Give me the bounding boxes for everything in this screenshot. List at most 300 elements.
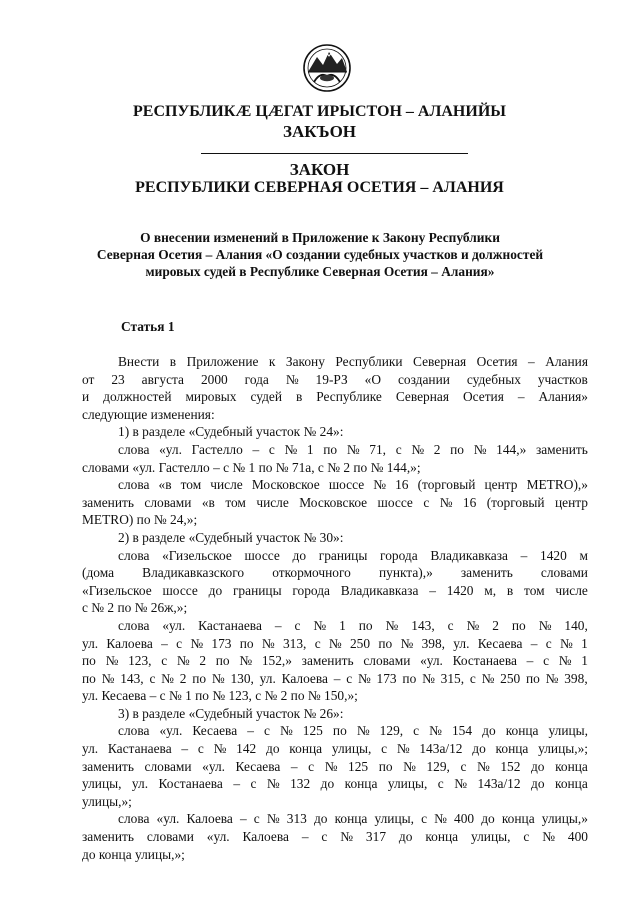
body-line <box>82 388 588 406</box>
body-word: № <box>400 635 414 651</box>
body-word: заменить <box>535 441 588 457</box>
body-word: шоссе <box>328 477 365 493</box>
body-line <box>82 494 588 512</box>
body-word: 313, <box>282 635 307 651</box>
body-word: ул. <box>82 741 99 757</box>
body-word: по <box>239 635 254 651</box>
body-word: Калоева <box>186 811 233 827</box>
body-word: № <box>261 635 275 651</box>
body-line <box>82 652 588 670</box>
body-word: по <box>192 670 207 686</box>
body-word: с <box>268 441 275 457</box>
body-word: ул. <box>259 670 276 686</box>
body-line: 1) в разделе «Судебный участок № 24»: <box>118 424 344 440</box>
body-word: 1420 <box>540 547 567 563</box>
body-word: – <box>181 741 189 757</box>
body-word: с <box>545 635 552 651</box>
body-word: Республики <box>335 354 403 369</box>
body-line <box>82 441 588 459</box>
body-word: до <box>472 741 486 757</box>
body-word: «ул. <box>159 723 183 739</box>
body-word: центр <box>484 477 518 493</box>
body-word: заменить <box>301 653 354 669</box>
body-word: «ул. <box>162 617 186 633</box>
body-word: с <box>413 723 420 739</box>
body-word: конца <box>505 723 539 739</box>
body-line: словами «ул. Гастелло – с № 1 по № 71а, с № 2 по № 144,»; <box>82 459 421 475</box>
body-word: конца <box>555 758 588 774</box>
body-word: № <box>284 441 298 457</box>
law-body <box>82 353 588 863</box>
body-word: до <box>320 776 335 792</box>
body-line: следующие изменения: <box>82 406 215 422</box>
body-word: 152 <box>500 758 521 774</box>
body-line <box>82 547 588 565</box>
body-line <box>82 476 588 494</box>
body-word: улицы, <box>374 811 414 827</box>
law-title-line: мировых судей в Республике Северная Осетия – Алания» <box>145 264 495 279</box>
body-word: № <box>538 617 552 633</box>
body-word: центр <box>555 494 588 510</box>
body-word: – <box>526 653 534 669</box>
body-word: 152,» <box>261 653 292 669</box>
body-word: ул. <box>453 635 470 651</box>
body-word: числе <box>256 494 289 510</box>
body-word: по <box>378 635 393 651</box>
body-word: – <box>530 635 538 651</box>
body-word: до <box>481 811 495 827</box>
body-word: с <box>197 741 204 757</box>
header-divider <box>201 153 468 154</box>
body-word: конца <box>501 811 535 827</box>
body-word: по <box>526 670 540 686</box>
body-word: 398, <box>564 670 588 686</box>
body-word: – <box>528 354 535 369</box>
body-word: слова <box>118 617 150 633</box>
body-word: конца <box>495 741 529 757</box>
law-title-line: О внесении изменений в Приложение к Закону Республики <box>140 230 500 245</box>
body-word: № <box>434 811 447 827</box>
body-word: судей <box>250 389 282 405</box>
body-line <box>82 828 588 846</box>
body-word: № <box>422 670 435 686</box>
body-word: «ул. <box>159 441 182 457</box>
body-word: Алания <box>545 354 588 369</box>
body-word: по <box>402 670 417 686</box>
body-word: 250 <box>349 635 371 651</box>
body-word: № <box>545 670 559 686</box>
body-word: слова <box>118 723 150 739</box>
body-word: с <box>253 811 260 827</box>
body-word: до <box>531 776 545 792</box>
body-word: заменить <box>460 565 513 581</box>
body-word: 143, <box>120 670 144 686</box>
body-word: 2000 <box>200 371 228 387</box>
body-word: словами <box>144 494 192 510</box>
body-word: заменить <box>82 494 134 510</box>
republic-name: РЕСПУБЛИКИ СЕВЕРНАЯ ОСЕТИЯ – АЛАНИЯ <box>135 179 504 196</box>
body-word: Республике <box>316 389 382 405</box>
body-word: № <box>481 670 495 686</box>
body-word: «ул. <box>420 653 443 669</box>
body-word: «ул. <box>202 758 225 774</box>
body-word: № <box>190 635 204 651</box>
body-word: 2 <box>179 670 187 686</box>
body-word: Алания» <box>538 389 588 405</box>
body-word: слова <box>118 547 150 563</box>
body-word: конца <box>334 811 368 827</box>
body-word: в <box>295 389 303 405</box>
body-word: «О <box>364 371 382 387</box>
body-word: слова <box>118 477 150 493</box>
body-word: 123, <box>128 653 152 669</box>
body-word: Гастелло <box>191 441 243 457</box>
body-word: 129, <box>426 758 450 774</box>
body-word: № <box>357 670 371 686</box>
body-word: конца <box>289 741 323 757</box>
body-word: по <box>82 653 96 669</box>
body-line <box>82 670 588 688</box>
body-word: № <box>356 723 370 739</box>
body-word: с <box>469 670 476 686</box>
law-title-line: Северная Осетия – Алания «О создании судебных участков и должностей <box>96 247 544 262</box>
body-word: м <box>579 547 588 563</box>
body-word: судебных <box>466 371 521 387</box>
body-word: «в <box>158 477 172 493</box>
body-word: – <box>429 582 436 598</box>
body-word: Осетия <box>462 389 504 405</box>
body-word: № <box>176 653 190 669</box>
body-word: – <box>274 617 282 633</box>
body-word: «в <box>201 494 215 510</box>
body-word: с <box>294 617 301 633</box>
body-word: по <box>82 670 96 686</box>
body-word: № <box>324 758 338 774</box>
body-word: Московское <box>299 494 368 510</box>
body-word: № <box>211 670 225 686</box>
body-word: города <box>292 582 330 598</box>
body-word: № <box>266 811 280 827</box>
body-word: (торговый <box>486 494 545 510</box>
body-word: № <box>558 653 572 669</box>
body-word: № <box>396 741 410 757</box>
body-word: улицы, <box>82 776 122 792</box>
body-word: 2 <box>492 617 499 633</box>
body-word: № <box>403 758 416 774</box>
body-word: улицы, <box>331 741 372 757</box>
body-word: года <box>244 371 269 387</box>
republic-name-ossetian: РЕСПУБЛИКӔ ЦӔГАТ ИРЫСТОН – АЛАНИЙЫ <box>133 103 506 120</box>
body-word: Северная <box>413 354 467 369</box>
body-word: № <box>411 441 425 457</box>
body-word: № <box>239 653 253 669</box>
body-word: № <box>161 670 174 686</box>
body-line: 2) в разделе «Судебный участок № 30»: <box>118 529 344 545</box>
body-line: METRO) по № 24,»; <box>82 512 198 528</box>
body-word: в <box>506 582 514 598</box>
body-word: до <box>208 582 223 598</box>
body-word: создании <box>397 371 450 387</box>
body-word: «Гизельское <box>82 582 152 598</box>
body-line: 3) в разделе «Судебный участок № 26»: <box>118 705 344 721</box>
body-word: ул. <box>82 635 99 651</box>
body-word: откормочного <box>272 565 351 581</box>
body-word: Кастанаева <box>198 617 262 633</box>
body-word: (торговый <box>417 477 476 493</box>
body-word: № <box>429 723 442 739</box>
body-word: – <box>233 776 241 792</box>
body-word: № <box>213 741 227 757</box>
body-word: Кастанаева <box>107 741 172 757</box>
body-word: с <box>437 776 444 792</box>
body-word: пункта),» <box>378 565 433 581</box>
body-word: с <box>381 741 388 757</box>
body-word: по <box>323 441 338 457</box>
body-word: – <box>161 635 168 651</box>
body-word: 173 <box>211 635 232 651</box>
body-word: № <box>340 829 354 845</box>
body-word: METRO),» <box>526 477 588 493</box>
body-word: 125 <box>348 758 369 774</box>
body-word: № <box>266 776 280 792</box>
body-word: № <box>473 441 487 457</box>
body-word: до <box>398 829 413 845</box>
body-word: том <box>524 582 545 598</box>
body-word: – <box>247 723 254 739</box>
body-word: по <box>450 441 465 457</box>
body-word: до <box>313 811 328 827</box>
body-word: в <box>169 354 177 369</box>
body-word: Кесаева <box>192 723 238 739</box>
body-word: – <box>517 389 525 405</box>
body-word: по <box>358 617 373 633</box>
body-word: – <box>239 811 247 827</box>
body-word: № <box>439 494 453 510</box>
body-word: Кесаева <box>477 635 523 651</box>
body-word: шоссе <box>377 494 413 510</box>
body-word: том <box>225 494 246 510</box>
body-word: № <box>279 723 293 739</box>
body-word: 125 <box>302 723 323 739</box>
body-word: 16 <box>462 494 477 510</box>
body-word: шоссе <box>162 582 198 598</box>
body-word: м, <box>484 582 497 598</box>
body-line <box>82 810 588 828</box>
body-word: № <box>385 617 399 633</box>
body-word: Владикавказа <box>430 547 508 563</box>
body-word: улицы, <box>548 723 588 739</box>
body-word: с <box>523 829 530 845</box>
body-word: 132 <box>290 776 311 792</box>
body-word: 1 <box>339 617 346 633</box>
body-word: Костанаева <box>452 653 517 669</box>
body-word: 400 <box>454 811 475 827</box>
body-word: № <box>101 670 115 686</box>
body-word: конца <box>555 776 588 792</box>
body-word: 142 <box>236 741 257 757</box>
body-line <box>82 371 588 389</box>
law-label: ЗАКОН <box>289 160 350 179</box>
body-word: границы <box>232 582 282 598</box>
body-word: улицы, <box>387 776 428 792</box>
body-word: с <box>161 653 168 669</box>
body-word: № <box>454 776 467 792</box>
body-word: № <box>560 635 573 651</box>
body-word: № <box>373 477 387 493</box>
body-word: с <box>176 635 183 651</box>
body-word: – <box>252 441 260 457</box>
body-word: августа <box>141 371 184 387</box>
body-word: 140, <box>564 617 588 633</box>
body-word: 16 <box>395 477 409 493</box>
body-line <box>82 582 588 600</box>
body-word: (дома <box>82 565 115 581</box>
body-word: 398, <box>421 635 446 651</box>
body-word: 143а/12 <box>419 741 463 757</box>
body-word: – <box>333 670 341 686</box>
body-word: Калоева <box>281 670 328 686</box>
body-word: 154 <box>451 723 473 739</box>
body-word: 143, <box>411 617 435 633</box>
body-word: 313 <box>286 811 307 827</box>
body-word: № <box>285 371 299 387</box>
body-word: с <box>395 441 402 457</box>
body-word: по <box>332 723 347 739</box>
body-word: числе <box>210 477 243 493</box>
body-word: 1420 <box>446 582 474 598</box>
body-word: № <box>313 617 327 633</box>
body-word: словами <box>540 565 588 581</box>
body-word: улицы, <box>471 829 511 845</box>
body-word: «ул. <box>206 829 230 845</box>
body-line <box>82 564 588 582</box>
body-word: 2 <box>433 441 441 457</box>
body-word: до <box>482 723 496 739</box>
body-word: границы <box>318 547 368 563</box>
body-word: с <box>250 776 257 792</box>
body-word: к <box>268 354 276 369</box>
body-word: заменить <box>82 829 134 845</box>
body-word: с <box>447 617 454 633</box>
body-line <box>82 635 588 653</box>
body-word: словами <box>144 758 192 774</box>
body-word: 129, <box>379 723 404 739</box>
law-label-ossetian: ЗАКЪОН <box>282 122 357 141</box>
body-word: № <box>476 758 490 774</box>
body-word: № <box>466 617 480 633</box>
body-word: Северная <box>395 389 450 405</box>
body-word: до <box>530 758 545 774</box>
law-title <box>80 229 560 280</box>
body-line <box>82 617 588 635</box>
body-word: Приложение <box>186 354 259 369</box>
body-word: с <box>149 670 156 686</box>
body-word: Закону <box>285 354 325 369</box>
body-line <box>82 740 588 758</box>
body-word: с <box>543 653 550 669</box>
body-line: с № 2 по № 26ж,»; <box>82 600 188 616</box>
body-line: до конца улицы,»; <box>82 846 185 862</box>
body-word: – <box>301 829 309 845</box>
body-word: Калоева <box>242 829 289 845</box>
body-word: с <box>423 494 430 510</box>
body-word: Костанаева <box>158 776 223 792</box>
body-word: улицы,»; <box>538 741 588 757</box>
body-word: 400 <box>567 829 588 845</box>
body-word: № <box>105 653 119 669</box>
body-word: с <box>308 758 315 774</box>
body-word: с <box>460 758 467 774</box>
body-word: с <box>321 829 328 845</box>
body-word: шоссе <box>244 547 280 563</box>
body-word: числе <box>555 582 588 598</box>
body-word: «ул. <box>156 811 180 827</box>
body-word: Владикавказского <box>142 565 245 581</box>
body-word: № <box>346 441 360 457</box>
body-word: 315, <box>440 670 465 686</box>
body-word: участков <box>537 371 588 387</box>
body-word: 71, <box>369 441 387 457</box>
body-word: Осетия <box>476 354 518 369</box>
body-word: с <box>421 811 428 827</box>
body-word: № <box>542 829 555 845</box>
body-word: 173 <box>376 670 397 686</box>
body-word: с <box>314 635 321 651</box>
body-line <box>82 775 588 793</box>
body-word: с <box>346 670 353 686</box>
body-word: с <box>263 723 270 739</box>
article-heading: Статья 1 <box>121 319 175 334</box>
body-word: по <box>378 758 393 774</box>
body-word: 23 <box>111 371 125 387</box>
body-line <box>82 758 588 776</box>
body-line: улицы,»; <box>82 793 132 809</box>
body-word: 19-РЗ <box>315 371 348 387</box>
body-word: 130, <box>230 670 254 686</box>
body-word: мировых <box>185 389 237 405</box>
body-word: по <box>215 653 230 669</box>
body-word: Калоева <box>106 635 153 651</box>
body-word: 1 <box>581 635 588 651</box>
body-word: должностей <box>103 389 172 405</box>
body-word: слова <box>118 811 150 827</box>
body-word: 144,» <box>496 441 527 457</box>
body-word: конца <box>344 776 378 792</box>
body-word: «Гизельское <box>162 547 232 563</box>
body-word: Кесаева <box>235 758 281 774</box>
body-line <box>82 722 588 740</box>
body-word: 143а/12 <box>477 776 521 792</box>
body-word: Внести <box>118 354 160 369</box>
body-word: конца <box>425 829 459 845</box>
body-word: 250 <box>500 670 521 686</box>
body-word: от <box>82 371 95 387</box>
body-word: до <box>292 547 307 563</box>
body-word: заменить <box>82 758 134 774</box>
body-word: том <box>180 477 202 493</box>
body-line: ул. Кесаева – с № 1 по № 123, с № 2 по № 150,»; <box>82 688 358 704</box>
body-word: и <box>82 389 90 405</box>
body-word: – <box>290 758 298 774</box>
body-word: словами <box>146 829 194 845</box>
body-word: слова <box>118 441 150 457</box>
body-word: Московское <box>251 477 320 493</box>
body-word: 317 <box>365 829 387 845</box>
body-word: – <box>520 547 528 563</box>
body-word: 1 <box>581 653 588 669</box>
body-word: города <box>380 547 418 563</box>
coat-of-arms-icon <box>296 42 358 94</box>
